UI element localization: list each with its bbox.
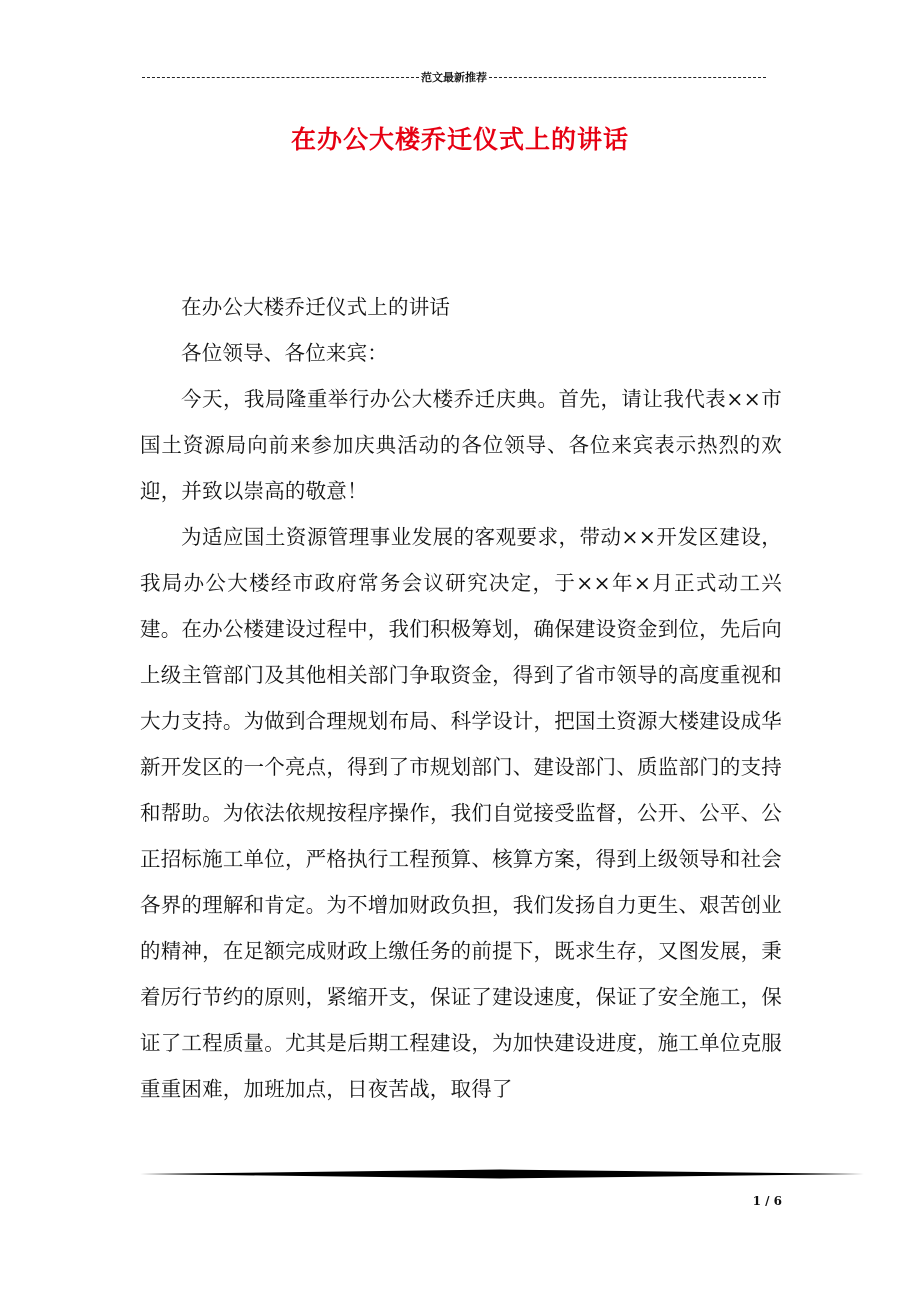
header-label: 范文最新推荐 [421,71,487,84]
header-dashes-right [489,77,766,78]
body-paragraph-welcome: 今天，我局隆重举行办公大楼乔迁庆典。首先，请让我代表××市国土资源局向前来参加庆典活动的各位领导、各位来宾表示热烈的欢迎，并致以崇高的敬意！ [140,387,782,503]
page-header [140,68,768,86]
body-paragraph-construction: 为适应国土资源管理事业发展的客观要求，带动××开发区建设，我局办公大楼经市政府常务会议研究决定，于××年×月正式动工兴建。在办公楼建设过程中，我们积极筹划，确保建设资金到位，先后向上级主管部门及其他相关部门争取资金，得到了省市领导的高度重视和大力支持。为做到合理规划布局、科学设计，把国土资源大楼建设成华新开发区的一个亮点，得到了市规划部门、建设部门、质监部门的支持和帮助。为依法依规按程序操作，我们自觉接受监督，公开、公平、公正招标施工单位，严格执行工程预算、核算方案，得到上级领导和社会各界的理解和肯定。为不增加财政负担，我们发扬自力更生、艰苦创业的精神，在足额完成财政上缴任务的前提下，既求生存，又图发展，秉着厉行节约的原则，紧缩开支，保证了建设速度，保证了安全施工，保证了工程质量。尤其是后期工程建设，为加快建设进度，施工单位克服重重困难，加班加点，日夜苦战，取得了 [140,525,782,1101]
body-paragraph-salutation: 各位领导、各位来宾： [181,341,388,365]
page-number: 1 / 6 [752,1194,782,1208]
header-dashes-left [142,77,419,78]
document-title: 在办公大楼乔迁仪式上的讲话 [290,125,629,154]
body-paragraph-subtitle: 在办公大楼乔迁仪式上的讲话 [181,295,451,319]
document-body [140,284,782,1112]
footer-rule [140,1168,864,1180]
